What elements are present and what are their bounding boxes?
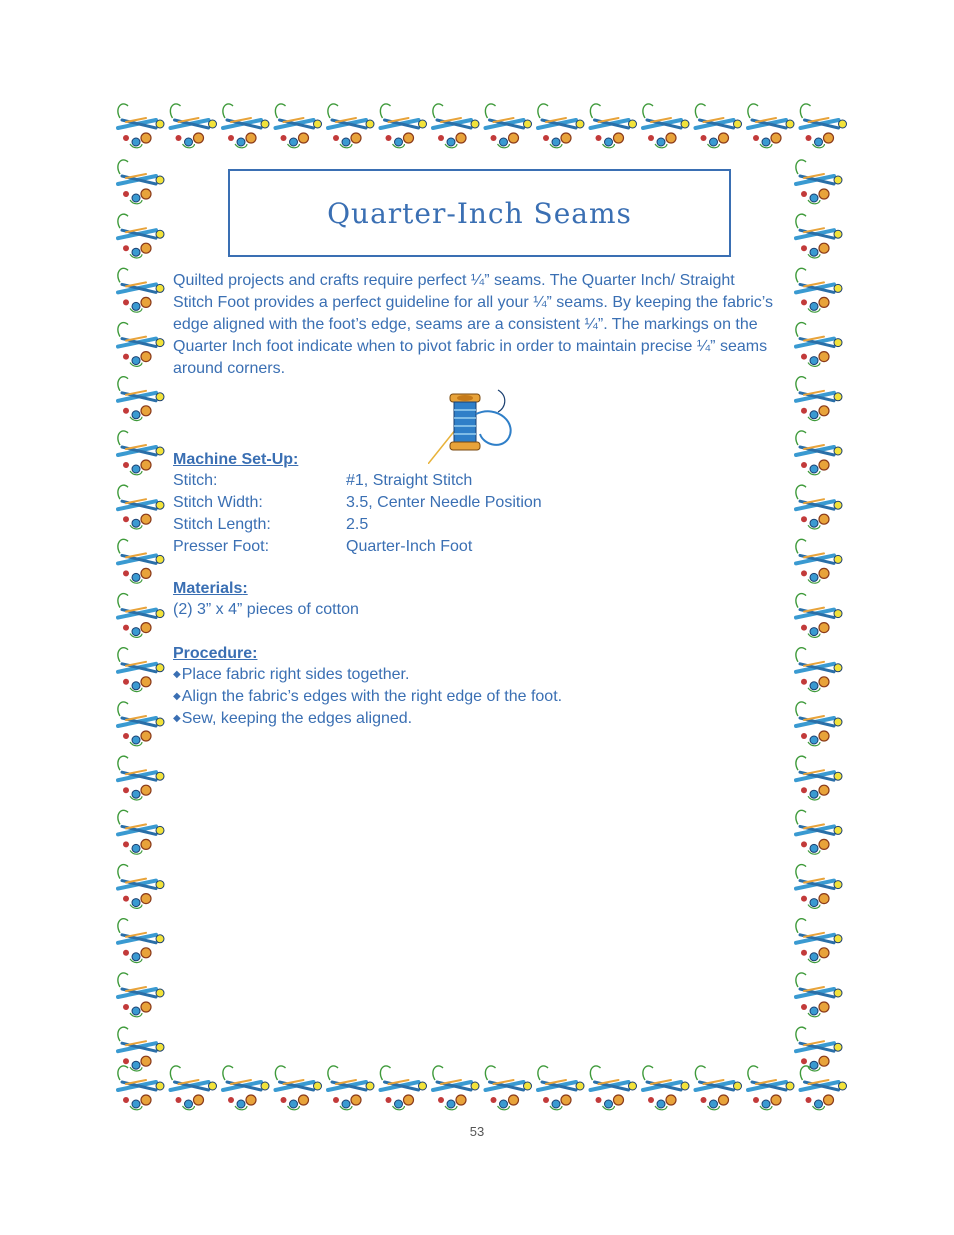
scissors-motif-icon xyxy=(118,1066,164,1110)
scissors-motif-icon xyxy=(643,104,689,148)
scissors-motif-icon xyxy=(118,594,164,638)
scissors-motif-icon xyxy=(380,104,426,148)
list-item xyxy=(173,708,562,730)
scissors-motif-icon xyxy=(485,104,531,148)
scissors-motif-icon xyxy=(118,648,164,692)
scissors-motif-icon xyxy=(433,104,479,148)
materials-heading-text: Materials xyxy=(173,580,243,597)
scissors-motif-icon xyxy=(800,104,846,148)
setup-value: Quarter-Inch Foot xyxy=(346,538,473,555)
scissors-motif-icon xyxy=(796,919,842,963)
scissors-motif-icon xyxy=(433,1066,479,1110)
scissors-motif-icon xyxy=(538,104,584,148)
setup-label: Stitch Length: xyxy=(173,516,271,533)
scissors-motif-icon xyxy=(275,1066,321,1110)
scissors-motif-icon xyxy=(328,104,374,148)
scissors-motif-icon xyxy=(796,973,842,1017)
scissors-motif-icon xyxy=(796,323,842,367)
scissors-motif-icon xyxy=(796,431,842,475)
scissors-motif-icon xyxy=(695,1066,741,1110)
scissors-motif-icon xyxy=(380,1066,426,1110)
list-item: (2) 3” x 4” pieces of cotton xyxy=(173,601,359,618)
materials-heading: Materials: xyxy=(173,580,248,597)
scissors-motif-icon xyxy=(118,702,164,746)
scissors-motif-icon xyxy=(223,1066,269,1110)
setup-label: Stitch Width: xyxy=(173,494,263,511)
scissors-motif-icon xyxy=(643,1066,689,1110)
scissors-motif-icon xyxy=(796,594,842,638)
scissors-motif-icon xyxy=(118,539,164,583)
diamond-bullet-icon: ◆ xyxy=(173,691,181,702)
page-title: Quarter-Inch Seams xyxy=(327,196,632,230)
machine-setup-table xyxy=(173,470,646,558)
diamond-bullet-icon: ◆ xyxy=(173,713,181,724)
scissors-motif-icon xyxy=(695,104,741,148)
scissors-motif-icon xyxy=(796,756,842,800)
diamond-bullet-icon: ◆ xyxy=(173,669,181,680)
procedure-step: Align the fabric’s edges with the right edge of the foot. xyxy=(181,688,563,705)
setup-label: Stitch: xyxy=(173,472,218,489)
machine-setup-heading: Machine Set-Up: xyxy=(173,451,299,468)
scissors-motif-icon xyxy=(118,485,164,529)
scissors-motif-icon xyxy=(223,104,269,148)
scissors-motif-icon xyxy=(796,160,842,204)
scissors-motif-icon xyxy=(796,539,842,583)
setup-value: 3.5, Center Needle Position xyxy=(346,494,542,511)
scissors-motif-icon xyxy=(170,104,216,148)
materials-list xyxy=(173,599,359,621)
scissors-motif-icon xyxy=(170,1066,216,1110)
setup-value: #1, Straight Stitch xyxy=(346,472,473,489)
scissors-motif-icon xyxy=(796,485,842,529)
scissors-motif-icon xyxy=(118,323,164,367)
scissors-motif-icon xyxy=(796,865,842,909)
scissors-motif-icon xyxy=(796,810,842,854)
procedure-step: Place fabric right sides together. xyxy=(181,666,410,683)
procedure-heading: Procedure: xyxy=(173,645,258,662)
scissors-motif-icon xyxy=(118,756,164,800)
scissors-motif-icon xyxy=(118,810,164,854)
setup-value: 2.5 xyxy=(346,516,369,533)
scissors-motif-icon xyxy=(118,377,164,421)
scissors-motif-icon xyxy=(118,919,164,963)
scissors-motif-icon xyxy=(485,1066,531,1110)
thread-spool-icon xyxy=(428,384,528,464)
scissors-motif-icon xyxy=(118,214,164,258)
scissors-motif-icon xyxy=(796,377,842,421)
procedure-step: Sew, keeping the edges aligned. xyxy=(181,710,413,727)
scissors-motif-icon xyxy=(328,1066,374,1110)
scissors-motif-icon xyxy=(796,702,842,746)
intro-paragraph: Quilted projects and crafts require perfect ¼” seams. The Quarter Inch/ Straight Stitch Foot provides a perfect guideline for all your ¼” seams. By keeping the fabric’s edge aligned with the foot’s edge, seams are a consistent ¼”. The markings on the Quarter Inch foot indicate when to pivot fabric in order to maintain precise ¼” seams around corners. xyxy=(173,272,774,377)
scissors-motif-icon xyxy=(118,973,164,1017)
scissors-motif-icon xyxy=(118,268,164,312)
scissors-motif-icon xyxy=(118,431,164,475)
scissors-motif-icon xyxy=(538,1066,584,1110)
scissors-motif-icon xyxy=(118,160,164,204)
list-item xyxy=(173,686,562,708)
scissors-motif-icon xyxy=(748,104,794,148)
scissors-motif-icon xyxy=(796,648,842,692)
scissors-motif-icon xyxy=(796,268,842,312)
scissors-motif-icon xyxy=(275,104,321,148)
scissors-motif-icon xyxy=(590,1066,636,1110)
scissors-motif-icon xyxy=(118,104,164,148)
scissors-motif-icon xyxy=(796,1027,842,1071)
list-item xyxy=(173,664,562,686)
page-number: 53 xyxy=(469,1124,485,1139)
scissors-motif-icon xyxy=(796,214,842,258)
scissors-motif-icon xyxy=(118,865,164,909)
scissors-motif-icon xyxy=(748,1066,794,1110)
scissors-motif-icon xyxy=(590,104,636,148)
scissors-motif-icon xyxy=(800,1066,846,1110)
machine-setup-heading-text: Machine Set-Up xyxy=(173,451,294,468)
scissors-motif-icon xyxy=(118,1027,164,1071)
setup-label: Presser Foot: xyxy=(173,538,270,555)
procedure-list xyxy=(173,664,562,730)
title-box xyxy=(228,169,731,257)
